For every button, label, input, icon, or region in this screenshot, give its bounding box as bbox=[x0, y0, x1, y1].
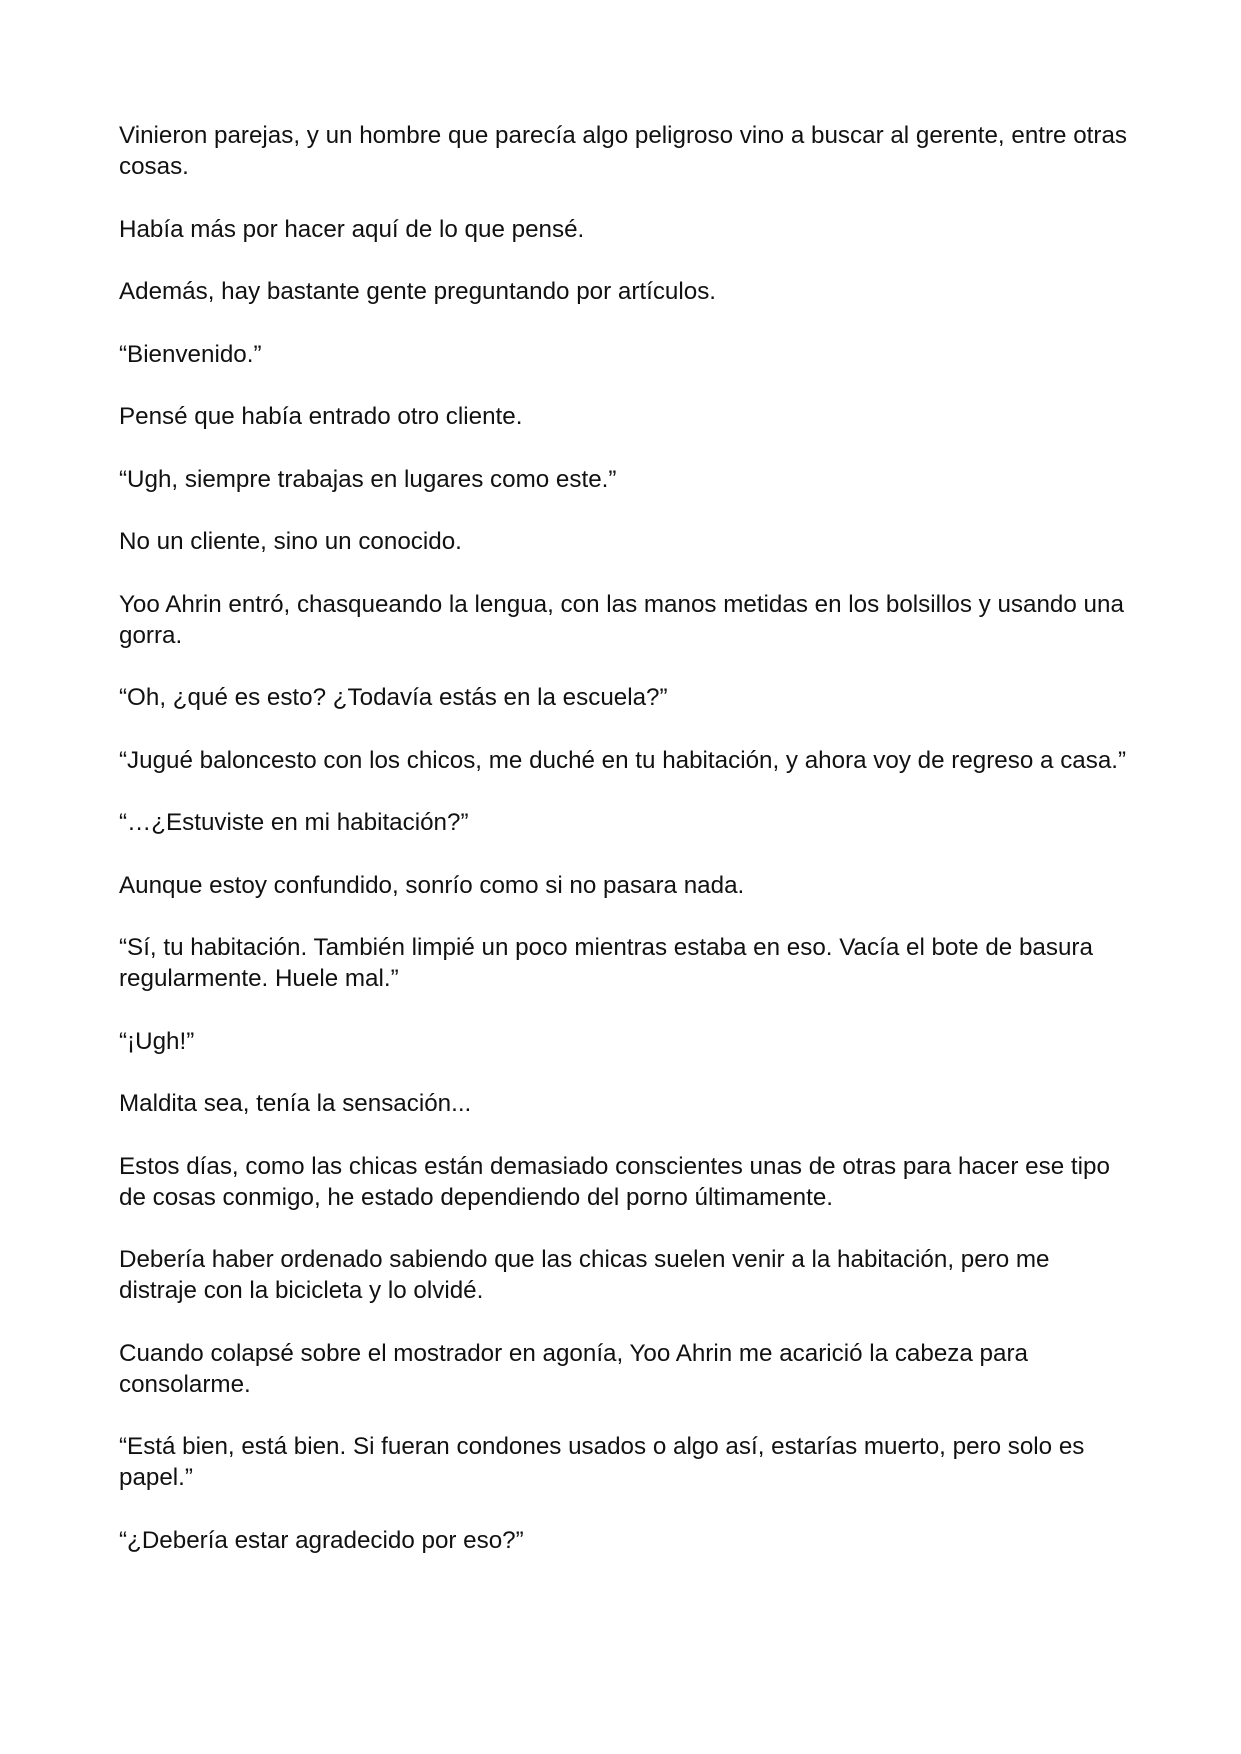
paragraph: Debería haber ordenado sabiendo que las chicas suelen venir a la habitación, pero me distraje con la bicicleta y lo olvidé. bbox=[119, 1246, 1050, 1304]
paragraph: Pensé que había entrado otro cliente. bbox=[119, 403, 523, 430]
paragraph: Yoo Ahrin entró, chasqueando la lengua, con las manos metidas en los bolsillos y usando una gorra. bbox=[119, 590, 1124, 649]
paragraph: Vinieron parejas, y un hombre que parecía algo peligroso vino a buscar al gerente, entre otras cosas. bbox=[119, 122, 1127, 180]
paragraph: Aunque estoy confundido, sonrío como si no pasara nada. bbox=[119, 871, 745, 899]
paragraph: Estos días, como las chicas están demasiado conscientes unas de otras para hacer ese tipo de cosas conmigo, he estado dependiendo del porno últimamente. bbox=[119, 1152, 1110, 1211]
paragraph: Maldita sea, tenía la sensación... bbox=[119, 1090, 472, 1117]
paragraph: “¿Debería estar agradecido por eso?” bbox=[119, 1526, 524, 1554]
paragraph: “Está bien, está bien. Si fueran condones usados o algo así, estarías muerto, pero solo es papel.” bbox=[119, 1433, 1085, 1491]
paragraph: “…¿Estuviste en mi habitación?” bbox=[119, 809, 469, 836]
paragraph: “¡Ugh!” bbox=[119, 1027, 195, 1055]
paragraph: Además, hay bastante gente preguntando por artículos. bbox=[119, 278, 717, 305]
paragraph: “Oh, ¿qué es esto? ¿Todavía estás en la escuela?” bbox=[119, 684, 668, 711]
paragraph: Cuando colapsé sobre el mostrador en agonía, Yoo Ahrin me acarició la cabeza para consolarme. bbox=[119, 1339, 1028, 1398]
paragraph: “Bienvenido.” bbox=[119, 340, 262, 368]
paragraph: “Ugh, siempre trabajas en lugares como este.” bbox=[119, 465, 617, 493]
paragraph: No un cliente, sino un conocido. bbox=[119, 528, 462, 555]
paragraph: “Jugué baloncesto con los chicos, me duché en tu habitación, y ahora voy de regreso a casa.” bbox=[119, 746, 1127, 774]
document-body bbox=[119, 120, 1129, 1587]
paragraph: Había más por hacer aquí de lo que pensé. bbox=[119, 215, 585, 243]
paragraph: “Sí, tu habitación. También limpié un poco mientras estaba en eso. Vacía el bote de basura regularmente. Huele mal.” bbox=[119, 934, 1093, 992]
